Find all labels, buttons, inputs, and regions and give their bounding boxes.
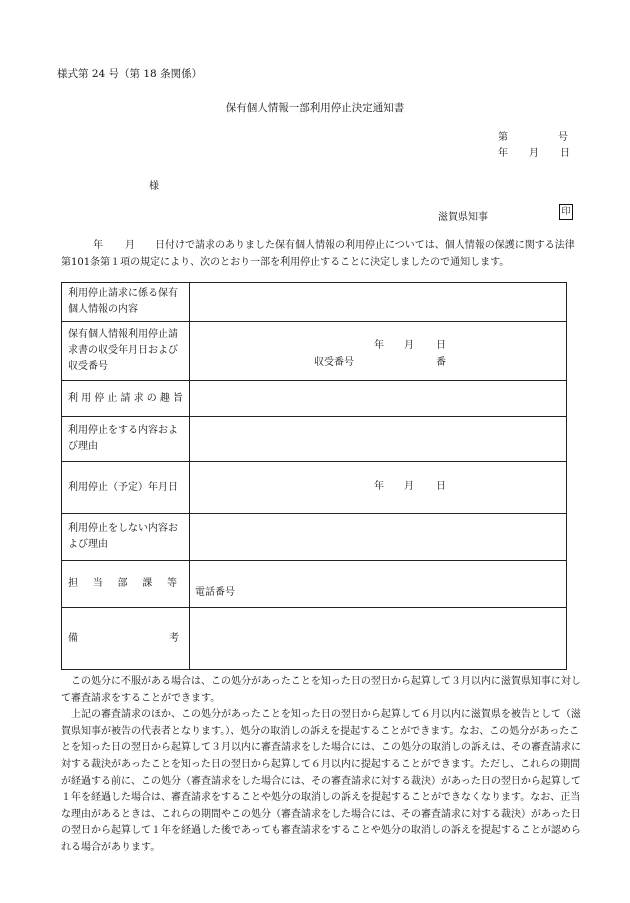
table-row [62,514,567,561]
document-title: 保有個人情報一部利用停止決定通知書 [225,102,405,114]
stop-date-month: 月 [404,481,414,492]
notice-date-month: 月 [529,148,539,159]
notice-date-day: 日 [560,148,570,159]
row-label-receipt: 保有個人情報利用停止請求書の収受年月日および収受番号 [62,322,190,381]
sender-name: 滋賀県知事 [438,212,488,223]
row-label-content: 利用停止請求に係る保有個人情報の内容 [62,283,190,322]
row-value-receipt[interactable] [190,322,567,381]
row-value-purpose[interactable] [190,381,567,417]
receipt-number-suffix: 番 [436,357,446,368]
row-label-purpose [62,381,190,417]
form-number: 様式第 24 号（第 18 条関係） [57,68,203,80]
receipt-month: 月 [404,340,414,351]
intro-paragraph [61,237,576,271]
row-label-department [62,561,190,608]
purpose-label-text: 利 用 停 止 請 求 の 趣 旨 [68,392,183,404]
appeal-note-2: 上記の審査請求のほか、この処分があったことを知った日の翌日から起算して６月以内に滋賀県を被告として（滋賀県知事が被告の代表者となります。）、処分の取消しの訴えを提起することができます。なお、この処分があったことを知った日の翌日から起算して３月以内に審査請求をした場合には、この処分の取消しの訴えは、その審査請求に対する裁決があったことを知った日の翌日から起算して６月以内に提起することができます。ただし、これらの期間が経過する前に、この処分（審査請求をした場合には、その審査請求に対する裁決）があった日の翌日から起算して１年を経過した場合は、審査請求をすることや処分の取消しの訴えを提起することができなくなります。なお、正当な理由があるときは、これらの期間やこの処分（審査請求をした場合には、その審査請求に対する裁決）があった日の翌日から起算して１年を経過した後であっても審査請求をすることや処分の取消しの訴えを提起することが認められる場合があります。 [61,709,581,853]
table-row [62,381,567,417]
table-row [62,417,567,462]
seal-mark: 印 [559,204,573,220]
receipt-number-label: 収受番号 [314,357,354,368]
row-value-remarks[interactable] [190,608,567,670]
table-row [62,283,567,322]
row-label-no-stop: 利用停止をしない内容および理由 [62,514,190,561]
row-value-stop-reason[interactable] [190,417,567,462]
department-label-text: 担 当 部 課 等 [68,578,177,589]
intro-line-1 [61,237,576,254]
table-row [62,561,567,608]
row-value-content[interactable] [190,283,567,322]
notice-number-suffix: 号 [558,132,568,143]
row-value-department[interactable] [190,561,567,608]
intro-text: 日付けで請求のありました保有個人情報の利用停止については、個人情報の保護に関する法律 [155,240,575,251]
notice-date-year: 年 [498,148,508,159]
row-label-stop-date: 利用停止（予定）年月日 [62,462,190,514]
notice-date [498,144,570,159]
table-row [62,608,567,670]
stop-date-year: 年 [374,481,384,492]
intro-month: 月 [125,240,135,251]
table-row [62,462,567,514]
appeal-note-1: この処分に不服がある場合は、この処分があったことを知った日の翌日から起算して３月以内に滋賀県知事に対して審査請求をすることができます。 [61,676,581,704]
intro-line-2: 第101条第１項の規定により、次のとおり一部を利用停止することに決定しましたので通知します。 [61,257,510,268]
remarks-label-text: 備 考 [68,632,179,644]
receipt-year: 年 [374,340,384,351]
receipt-day: 日 [436,340,446,351]
table-row [62,322,567,381]
row-value-no-stop[interactable] [190,514,567,561]
row-label-remarks [62,608,190,670]
notice-number-label: 第 [498,132,508,143]
stop-date-day: 日 [436,481,446,492]
decision-table [61,282,567,670]
phone-label: 電話番号 [195,587,235,598]
intro-year: 年 [93,240,103,251]
row-label-stop-reason: 利用停止をする内容および理由 [62,417,190,462]
row-value-stop-date[interactable] [190,462,567,514]
appeal-notes [61,674,581,857]
addressee-suffix: 様 [149,181,159,192]
